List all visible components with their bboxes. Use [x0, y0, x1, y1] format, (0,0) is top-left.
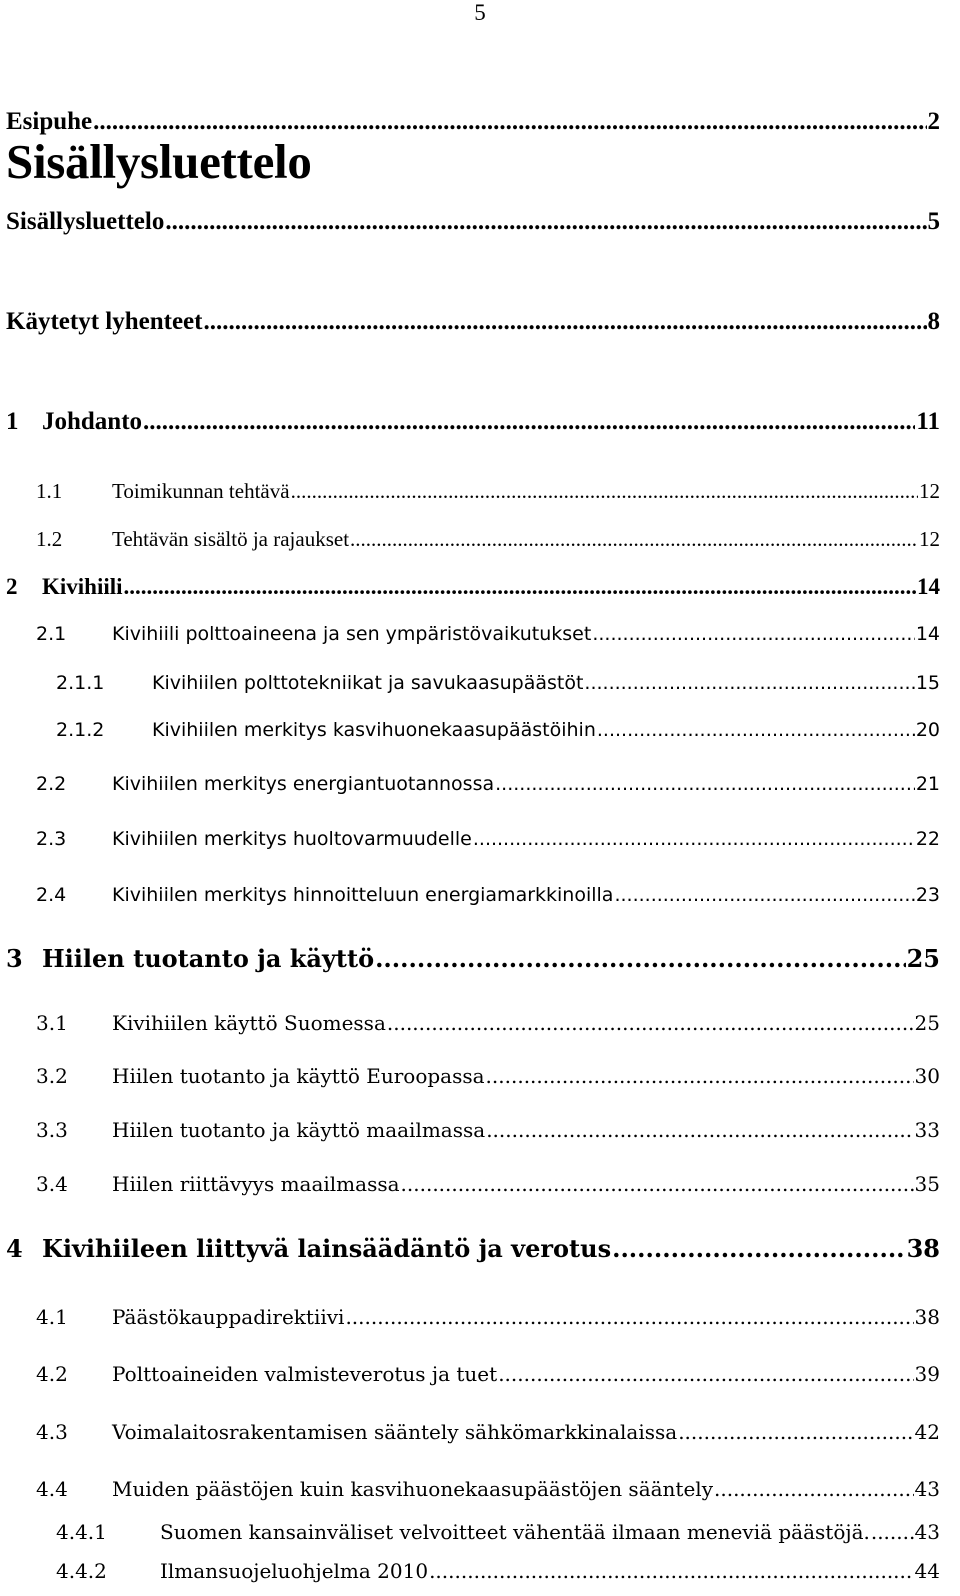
- document-title: Sisällysluettelo: [6, 134, 312, 189]
- toc-entry-kaytetyt-lyhenteet[interactable]: [0, 308, 940, 336]
- toc-leader: [612, 1234, 906, 1263]
- toc-entry-esipuhe[interactable]: [0, 108, 940, 136]
- toc-entry-label: Kivihiilen merkitys hinnoitteluun energiamarkkinoilla: [112, 884, 614, 906]
- toc-entry-number: 2.2: [36, 773, 67, 795]
- toc-entry-kivihiili[interactable]: [0, 574, 940, 600]
- toc-entry-page: 21: [915, 773, 940, 795]
- toc-entry-sisallysluettelo[interactable]: [0, 208, 940, 236]
- toc-entry-label: Toimikunnan tehtävä: [112, 479, 290, 503]
- toc-leader: [165, 208, 926, 236]
- toc-entry-label: Tehtävän sisältö ja rajaukset: [112, 527, 350, 551]
- toc-entry-3-4[interactable]: [0, 1172, 940, 1196]
- toc-entry-3-1[interactable]: [0, 1011, 940, 1035]
- toc-entry-label: Hiilen riittävyys maailmassa: [112, 1172, 400, 1196]
- toc-entry-number: 4.4.2: [56, 1559, 107, 1583]
- toc-leader: [429, 1559, 913, 1583]
- toc-entry-label: Hiilen tuotanto ja käyttö: [42, 944, 375, 973]
- toc-entry-number: 3.4: [36, 1172, 68, 1196]
- toc-entry-page: 38: [914, 1305, 940, 1329]
- toc-entry-4-4-2[interactable]: [0, 1559, 940, 1583]
- toc-entry-3-2[interactable]: [0, 1064, 940, 1088]
- toc-entry-number: 4.3: [36, 1420, 68, 1444]
- toc-leader: [871, 1520, 914, 1544]
- toc-leader: [498, 1362, 913, 1386]
- toc-entry-label: Muiden päästöjen kuin kasvihuonekaasupäästöjen sääntely: [112, 1477, 713, 1501]
- toc-entry-page: 39: [914, 1362, 940, 1386]
- toc-entry-4-1[interactable]: [0, 1305, 940, 1329]
- toc-entry-number: 1: [6, 408, 19, 435]
- toc-entry-label: Ilmansuojeluohjelma 2010: [160, 1559, 429, 1583]
- toc-entry-label: Kivihiili polttoaineena ja sen ympäristövaikutukset: [112, 623, 592, 645]
- toc-entry-page: 25: [906, 944, 940, 973]
- toc-entry-number: 4.1: [36, 1305, 68, 1329]
- toc-entry-page: 25: [914, 1011, 940, 1035]
- toc-entry-1-1[interactable]: [0, 479, 940, 504]
- toc-entry-lainsaadanto[interactable]: [0, 1234, 940, 1263]
- toc-entry-page: 14: [917, 574, 940, 599]
- toc-entry-2-1-2[interactable]: [0, 719, 940, 741]
- toc-leader: [614, 884, 914, 906]
- toc-entry-number: 4.4.1: [56, 1520, 107, 1544]
- toc-leader: [486, 1118, 913, 1142]
- toc-leader: [375, 944, 906, 973]
- toc-entry-label: Voimalaitosrakentamisen sääntely sähkömarkkinalaissa: [112, 1420, 678, 1444]
- toc-entry-label: Sisällysluettelo: [6, 208, 165, 235]
- toc-entry-2-1[interactable]: [0, 623, 940, 645]
- toc-entry-page: 43: [914, 1477, 940, 1501]
- toc-leader: [473, 828, 915, 850]
- toc-entry-number: 2.1.2: [56, 719, 105, 741]
- toc-entry-label: Kivihiilen käyttö Suomessa: [112, 1011, 386, 1035]
- toc-leader: [401, 1172, 914, 1196]
- toc-entry-number: 1.2: [36, 527, 63, 551]
- toc-entry-page: 15: [915, 672, 940, 694]
- toc-entry-page: 8: [927, 308, 940, 335]
- toc-entry-page: 22: [915, 828, 940, 850]
- toc-entry-page: 23: [915, 884, 940, 906]
- toc-entry-4-4[interactable]: [0, 1477, 940, 1501]
- toc-entry-page: 12: [919, 527, 940, 551]
- toc-entry-2-4[interactable]: [0, 884, 940, 906]
- toc-leader: [203, 308, 926, 336]
- toc-leader: [350, 527, 918, 552]
- toc-leader: [584, 672, 914, 694]
- toc-entry-2-2[interactable]: [0, 773, 940, 795]
- toc-entry-number: 3.2: [36, 1064, 68, 1088]
- toc-leader: [291, 479, 918, 504]
- toc-entry-label: Kivihiilen merkitys energiantuotannossa: [112, 773, 495, 795]
- toc-entry-number: 1.1: [36, 479, 63, 503]
- toc-entry-page: 35: [914, 1172, 940, 1196]
- toc-entry-4-4-1[interactable]: [0, 1520, 940, 1544]
- toc-entry-label: Kivihiilen merkitys kasvihuonekaasupäästöihin: [152, 719, 596, 741]
- toc-entry-page: 14: [915, 623, 940, 645]
- toc-entry-hiilen-tuotanto[interactable]: [0, 944, 940, 973]
- toc-entry-label: Hiilen tuotanto ja käyttö Euroopassa: [112, 1064, 485, 1088]
- toc-entry-number: 3.3: [36, 1118, 68, 1142]
- toc-entry-number: 2.1: [36, 623, 67, 645]
- toc-entry-page: 38: [906, 1234, 940, 1263]
- toc-entry-2-1-1[interactable]: [0, 672, 940, 694]
- toc-entry-label: Kivihiilen merkitys huoltovarmuudelle: [112, 828, 472, 850]
- toc-entry-label: Polttoaineiden valmisteverotus ja tuet: [112, 1362, 498, 1386]
- toc-leader: [678, 1420, 913, 1444]
- toc-entry-page: 5: [927, 208, 940, 235]
- toc-entry-johdanto[interactable]: [0, 408, 940, 436]
- toc-entry-4-3[interactable]: [0, 1420, 940, 1444]
- toc-entry-page: 44: [914, 1559, 940, 1583]
- toc-entry-number: 4: [6, 1234, 23, 1263]
- toc-entry-4-2[interactable]: [0, 1362, 940, 1386]
- toc-leader: [592, 623, 914, 645]
- toc-entry-number: 3.1: [36, 1011, 68, 1035]
- toc-leader: [714, 1477, 914, 1501]
- toc-entry-page: 30: [914, 1064, 940, 1088]
- toc-leader: [93, 108, 926, 136]
- toc-leader: [345, 1305, 913, 1329]
- toc-entry-label: Käytetyt lyhenteet: [6, 308, 203, 335]
- toc-entry-number: 3: [6, 944, 23, 973]
- toc-entry-label: Esipuhe: [6, 108, 93, 135]
- toc-entry-page: 20: [915, 719, 940, 741]
- toc-entry-page: 33: [914, 1118, 940, 1142]
- toc-entry-2-3[interactable]: [0, 828, 940, 850]
- toc-entry-label: Hiilen tuotanto ja käyttö maailmassa: [112, 1118, 486, 1142]
- page-number: 5: [474, 0, 486, 25]
- toc-leader: [387, 1011, 914, 1035]
- toc-leader: [597, 719, 915, 741]
- toc-entry-label: Kivihiileen liittyvä lainsäädäntö ja verotus: [42, 1234, 612, 1263]
- toc-entry-label: Kivihiili: [42, 574, 123, 599]
- toc-entry-number: 2.3: [36, 828, 67, 850]
- toc-entry-label: Johdanto: [42, 408, 143, 435]
- toc-leader: [143, 408, 915, 436]
- toc-entry-number: 2.4: [36, 884, 67, 906]
- toc-entry-number: 2: [6, 574, 18, 599]
- toc-leader: [124, 574, 916, 600]
- toc-leader: [495, 773, 915, 795]
- toc-entry-number: 2.1.1: [56, 672, 105, 694]
- toc-entry-page: 11: [916, 408, 940, 435]
- toc-entry-number: 4.4: [36, 1477, 68, 1501]
- toc-entry-1-2[interactable]: [0, 527, 940, 552]
- toc-entry-label: Päästökauppadirektiivi: [112, 1305, 345, 1329]
- toc-entry-label: Suomen kansainväliset velvoitteet vähentää ilmaan meneviä päästöjä.: [160, 1520, 870, 1544]
- toc-entry-number: 4.2: [36, 1362, 68, 1386]
- toc-entry-page: 12: [919, 479, 940, 503]
- toc-entry-page: 2: [927, 108, 940, 135]
- toc-entry-3-3[interactable]: [0, 1118, 940, 1142]
- toc-entry-label: Kivihiilen polttotekniikat ja savukaasupäästöt: [152, 672, 584, 694]
- toc-entry-page: 42: [914, 1420, 940, 1444]
- toc-entry-page: 43: [914, 1520, 940, 1544]
- toc-leader: [486, 1064, 914, 1088]
